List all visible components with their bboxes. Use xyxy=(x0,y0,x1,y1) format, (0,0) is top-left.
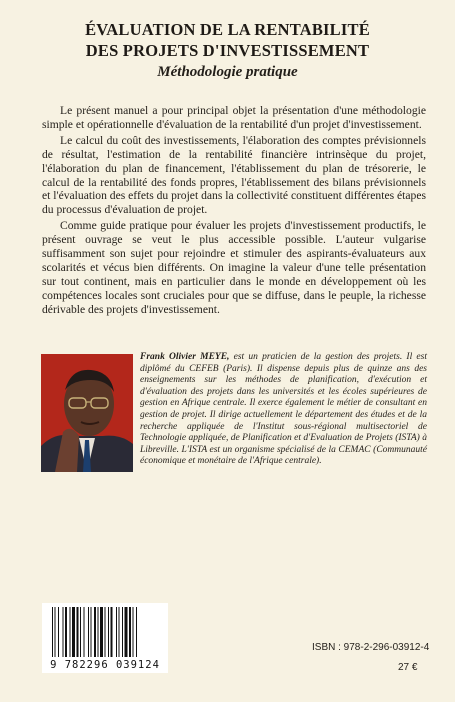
blurb xyxy=(42,104,426,319)
author-photo xyxy=(41,354,133,472)
barcode-bars xyxy=(52,607,158,659)
author-name: Frank Olivier MEYE, xyxy=(140,352,230,362)
book-subtitle: Méthodologie pratique xyxy=(157,64,298,80)
barcode xyxy=(42,603,168,673)
book-title-line-2: DES PROJETS D'INVESTISSEMENT xyxy=(85,41,370,60)
author-bio xyxy=(140,352,427,468)
blurb-paragraph-1: Le présent manuel a pour principal objet la présentation d'une méthodologie simple et opérationnelle d'évaluation de la rentabilité d'un projet d'investissement. xyxy=(42,104,426,131)
price: 27 € xyxy=(398,662,418,673)
barcode-number: 9 782296 039124 xyxy=(50,659,160,671)
author-bio-text: est un praticien de la gestion des projets. Il est diplômé du CEFEB (Paris). Il dispense depuis plus de quinze ans des enseignements sur les méthodes de planification, d'exécution et d'évaluation des projets dans les universités et les écoles supérieures de gestion en Afrique centrale. Il exerce également le métier de consultant en gestion de projet. Il dirige actuellement le département des études et de la recherche appliquée de l'Institut sous-régional multisectoriel de Technologie appliquée, de Planification et d'Evaluation de Projets (ISTA) à Libreville. L'ISTA est un organisme spécialisé de la CEMAC (Communauté économique et monétaire de l'Afrique centrale). xyxy=(140,352,427,467)
isbn: ISBN : 978-2-296-03912-4 xyxy=(312,642,430,653)
blurb-paragraph-3: Comme guide pratique pour évaluer les projets d'investissement productifs, le présent ouvrage se veut le plus accessible possible. L'auteur vulgarise suffisamment son sujet pour rejoindre et stimuler des aspirants-évaluateurs aux scolarités et vécus bien différents. On imagine la valeur d'une telle présentation sur tout continent, mais en particulier dans le monde en développement où les compétences locales sont cruciales pour que se diffuse, dans le peuple, la richesse dérivable des projets d'investissement. xyxy=(42,219,426,316)
blurb-paragraph-2: Le calcul du coût des investissements, l'élaboration des comptes prévisionnels de résultat, l'estimation de la rentabilité financière intrinsèque du projet, l'élaboration du plan de financement, l'établissement du plan de trésorerie, le calcul de la rentabilité des fonds propres, l'établissement des bilans prévisionnels et l'évaluation des effets du projet dans la collectivité constituent différentes étapes du processus d'évaluation de projet. xyxy=(42,133,426,217)
book-title-line-1: ÉVALUATION DE LA RENTABILITÉ xyxy=(85,20,370,39)
